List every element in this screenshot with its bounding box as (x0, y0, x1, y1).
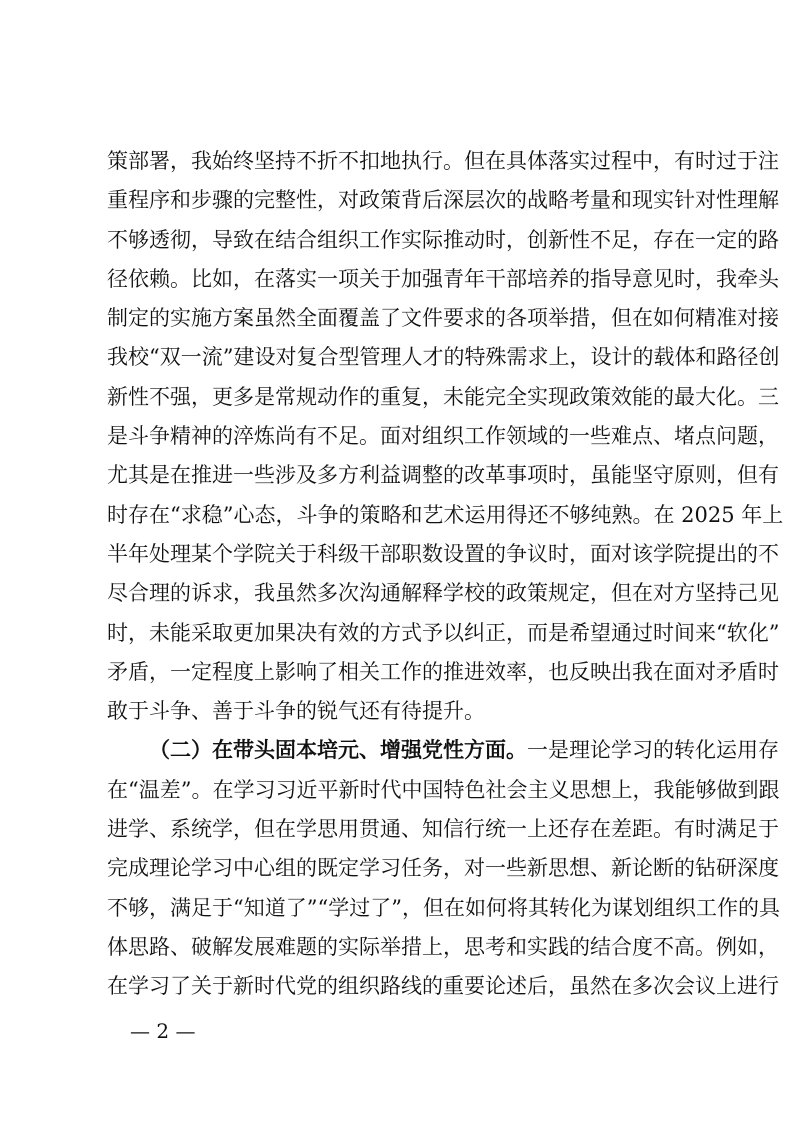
text-line: 矛盾，一定程度上影响了相关工作的推进效率，也反映出我在面对矛盾时 (107, 659, 779, 684)
text-line: 尽合理的诉求，我虽然多次沟通解释学校的政策规定，但在对方坚持己见 (107, 581, 779, 606)
text-line: 在“温差”。在学习习近平新时代中国特色社会主义思想上，我能够做到跟 (107, 777, 780, 802)
text-line: 进学、系统学，但在学思用贯通、知信行统一上还存在差距。有时满足于 (107, 817, 779, 842)
text-line: 时，未能采取更加果决有效的方式予以纠正，而是希望通过时间来“软化” (107, 620, 780, 645)
text-line: 体思路、破解发展难题的实际举措上，思考和实践的结合度不高。例如， (107, 934, 779, 959)
section-first-line-text: 一是理论学习的转化运用存 (527, 738, 779, 763)
text-line: 不够，满足于“知道了”“学过了”，但在如何将其转化为谋划组织工作的具 (107, 895, 780, 920)
text-line: 我校“双一流”建设对复合型管理人才的特殊需求上，设计的载体和路径创 (107, 345, 780, 370)
text-line: 半年处理某个学院关于科级干部职数设置的争议时，面对该学院提出的不 (107, 541, 779, 566)
text-line: 时存在“求稳”心态，斗争的策略和艺术运用得还不够纯熟。在 2025 年上 (107, 502, 784, 527)
section-heading-line (107, 731, 779, 770)
text-line: 尤其是在推进一些涉及多方利益调整的改革事项时，虽能坚守原则，但有 (107, 463, 779, 488)
text-line: 敢于斗争、善于斗争的锐气还有待提升。 (107, 699, 485, 724)
text-line: 策部署，我始终坚持不折不扣地执行。但在具体落实过程中，有时过于注 (107, 149, 779, 173)
page-number: — 2 — (130, 1019, 196, 1043)
text-line: 径依赖。比如，在落实一项关于加强青年干部培养的指导意见时，我牵头 (107, 266, 779, 291)
text-line: 新性不强，更多是常规动作的重复，未能完全实现政策效能的最大化。三 (107, 384, 779, 409)
text-line: 是斗争精神的淬炼尚有不足。面对组织工作领域的一些难点、堵点问题， (107, 424, 779, 449)
text-line: 完成理论学习中心组的既定学习任务，对一些新思想、新论断的钻研深度 (107, 856, 779, 881)
text-line: 制定的实施方案虽然全面覆盖了文件要求的各项举措，但在如何精准对接 (107, 306, 779, 331)
text-line: 在学习了关于新时代党的组织路线的重要论述后，虽然在多次会议上进行 (107, 974, 779, 999)
section-heading: （二）在带头固本培元、增强党性方面。 (149, 738, 527, 763)
text-line: 重程序和步骤的完整性，对政策背后深层次的战略考量和现实针对性理解 (107, 188, 779, 213)
text-line: 不够透彻，导致在结合组织工作实际推动时，创新性不足，存在一定的路 (107, 227, 779, 252)
body-text (107, 142, 784, 1007)
